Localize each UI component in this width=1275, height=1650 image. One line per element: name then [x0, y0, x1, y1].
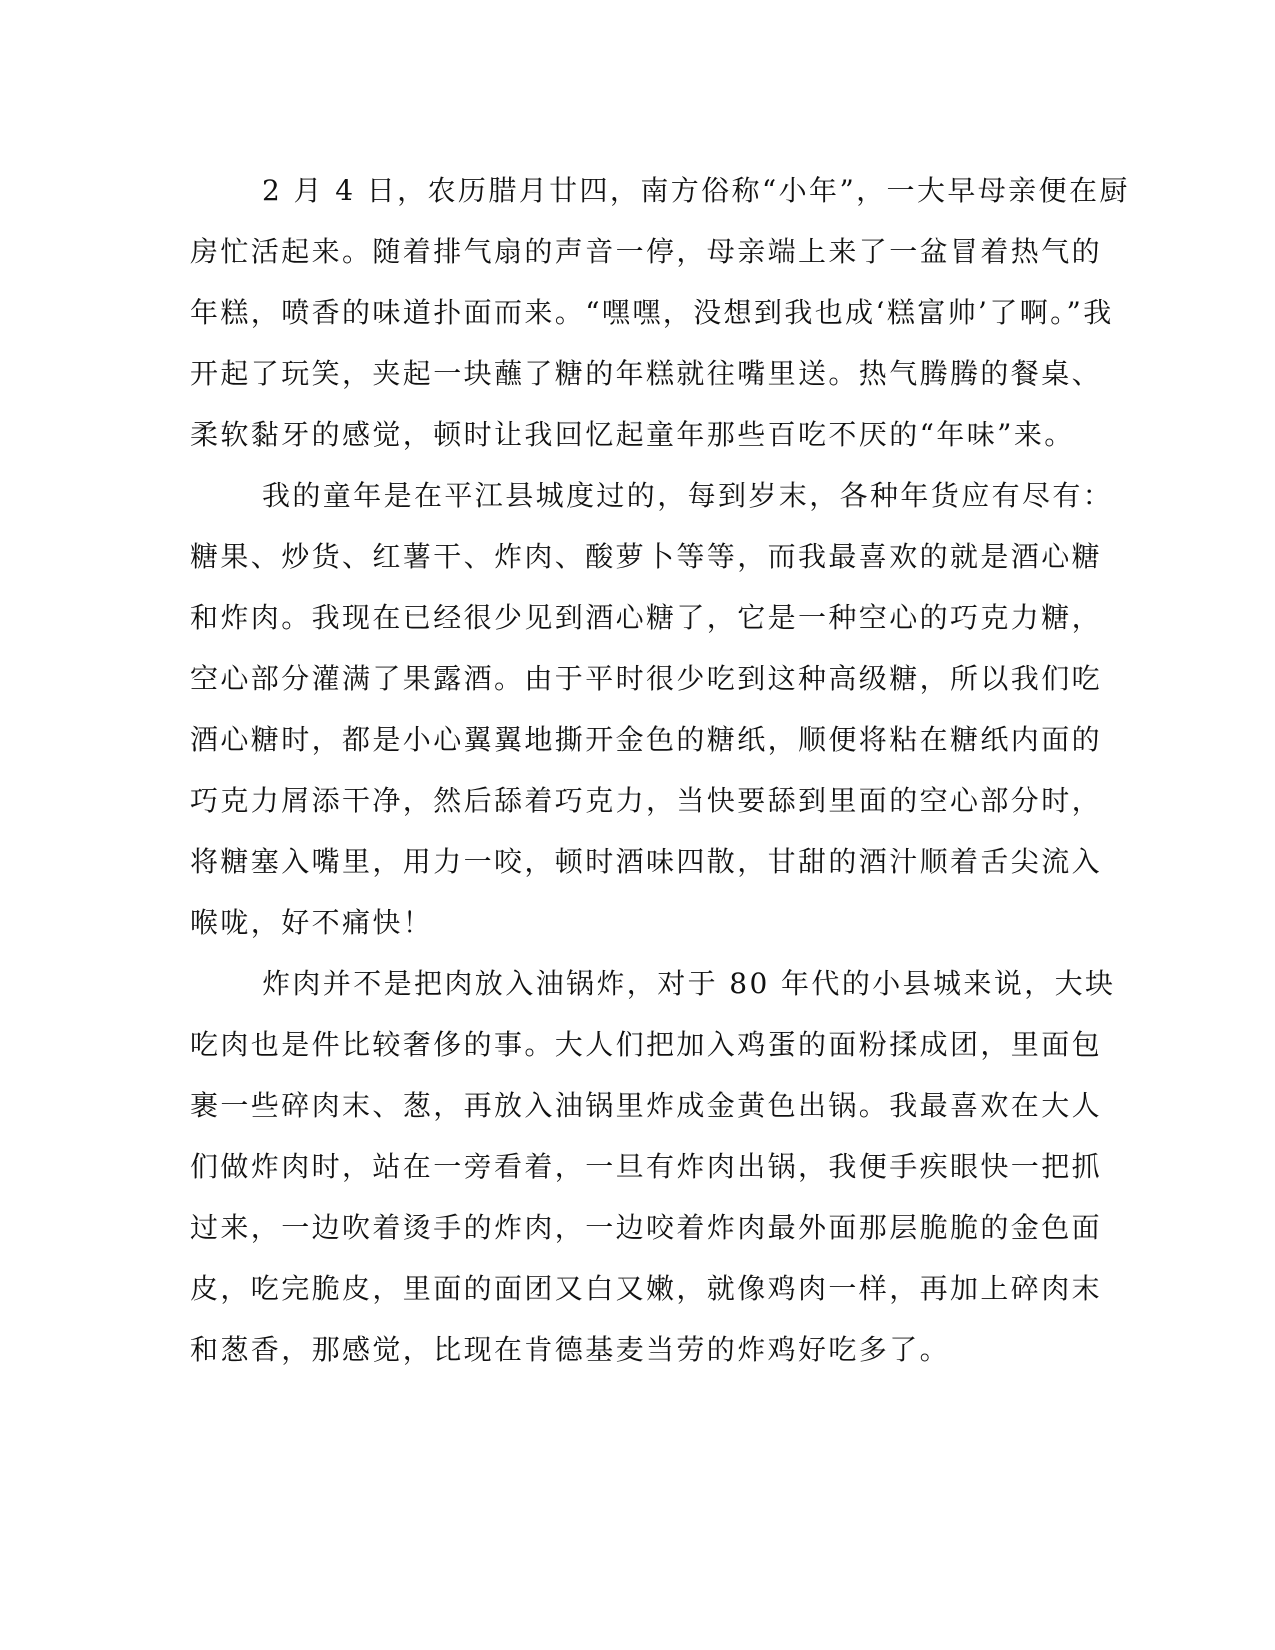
text-line: 们做炸肉时，站在一旁看着，一旦有炸肉出锅，我便手疾眼快一把抓	[190, 1150, 1103, 1183]
text-line: 喉咙，好不痛快！	[190, 906, 434, 939]
text-line: 房忙活起来。随着排气扇的声音一停，母亲端上来了一盆冒着热气的	[190, 235, 1103, 268]
text-line: 我的童年是在平江县城度过的，每到岁末，各种年货应有尽有：	[262, 479, 1114, 512]
text-line: 炸肉并不是把肉放入油锅炸，对于 80 年代的小县城来说，大块	[262, 967, 1116, 1000]
text-line: 酒心糖时，都是小心翼翼地撕开金色的糖纸，顺便将粘在糖纸内面的	[190, 723, 1103, 756]
text-line: 皮，吃完脆皮，里面的面团又白又嫩，就像鸡肉一样，再加上碎肉末	[190, 1272, 1103, 1305]
text-line: 过来，一边吹着烫手的炸肉，一边咬着炸肉最外面那层脆脆的金色面	[190, 1211, 1103, 1244]
text-line: 巧克力屑添干净，然后舔着巧克力，当快要舔到里面的空心部分时，	[190, 784, 1103, 817]
text-line: 年糕，喷香的味道扑面而来。“嘿嘿，没想到我也成‘糕富帅’了啊。”我	[190, 296, 1114, 329]
paragraph-1	[190, 160, 1130, 465]
text-line: 2 月 4 日，农历腊月廿四，南方俗称“小年”，一大早母亲便在厨	[262, 174, 1130, 207]
text-line: 柔软黏牙的感觉，顿时让我回忆起童年那些百吃不厌的“年味”来。	[190, 418, 1075, 451]
text-line: 吃肉也是件比较奢侈的事。大人们把加入鸡蛋的面粉揉成团，里面包	[190, 1028, 1103, 1061]
text-line: 空心部分灌满了果露酒。由于平时很少吃到这种高级糖，所以我们吃	[190, 662, 1103, 695]
text-line: 糖果、炒货、红薯干、炸肉、酸萝卜等等，而我最喜欢的就是酒心糖	[190, 540, 1103, 573]
document-body	[190, 160, 1130, 1380]
text-line: 裹一些碎肉末、葱，再放入油锅里炸成金黄色出锅。我最喜欢在大人	[190, 1089, 1103, 1122]
text-line: 和葱香，那感觉，比现在肯德基麦当劳的炸鸡好吃多了。	[190, 1333, 951, 1366]
paragraph-2	[190, 465, 1114, 953]
text-line: 和炸肉。我现在已经很少见到酒心糖了，它是一种空心的巧克力糖，	[190, 601, 1103, 634]
paragraph-3	[190, 953, 1116, 1380]
text-line: 开起了玩笑，夹起一块蘸了糖的年糕就往嘴里送。热气腾腾的餐桌、	[190, 357, 1103, 390]
text-line: 将糖塞入嘴里，用力一咬，顿时酒味四散，甘甜的酒汁顺着舌尖流入	[190, 845, 1103, 878]
